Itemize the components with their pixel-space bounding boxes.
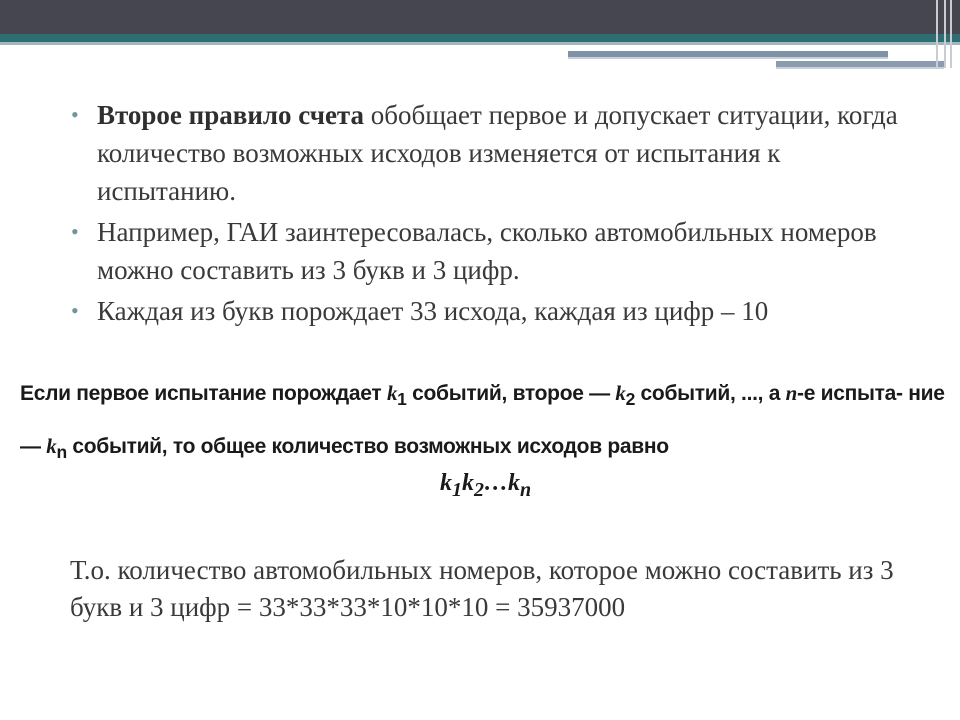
formula-subscript: 1 [452,478,462,501]
rule-text: событий, второе — [406,382,616,405]
decor-vertical-line [944,0,946,68]
bullet-icon: • [71,219,79,244]
bullet-item [70,96,920,210]
decor-accent-bar-short-shadow [776,67,944,69]
formula-variable: k [440,470,452,496]
bullet-icon: • [71,102,79,127]
rule-text: Если первое испытание порождает [20,382,387,405]
rule-subscript: 2 [625,389,636,410]
rule-statement [20,370,950,476]
title-bar [0,0,960,34]
decor-vertical-line [936,0,938,68]
rule-text: событий, то общее количество возможных исходов равно [66,435,669,459]
rule-subscript: n [56,442,67,463]
formula-subscript: n [520,478,532,501]
rule-variable: k [46,434,57,459]
product-formula [440,470,531,502]
rule-variable: k [386,381,398,405]
rule-variable: k [615,381,626,405]
formula-variable: k [462,470,474,496]
light-divider [0,42,960,45]
conclusion-text: Т.о. количество автомобильных номеров, которое можно составить из 3 букв и 3 цифр = 33*33*33*10*10*10 = 35937000 [70,555,894,622]
teal-divider [0,34,960,42]
bullet-item [70,213,920,289]
formula-subscript: 2 [474,478,484,501]
rule-text: -е испыта- ние — [20,382,945,459]
decor-accent-bar-shadow [568,57,888,59]
bullet-text: Например, ГАИ заинтересовалась, сколько автомобильных номеров можно составить из 3 букв и 3 цифр. [97,217,877,285]
rule-text: событий, ..., а [635,382,786,405]
formula-variable: k [508,470,520,496]
decor-vertical-line [950,0,952,68]
rule-subscript: 1 [397,389,407,410]
rule-variable: n [785,381,798,405]
bullet-text: обобщает первое и допускает ситуации, когда количество возможных исходов изменяется от испытания к испытанию. [97,100,898,206]
bullet-bold-text: Второе правило счета [97,100,365,130]
bullet-icon: • [71,298,79,323]
formula-ellipsis: … [484,470,508,496]
bullet-list [70,96,920,333]
bullet-item [70,292,920,330]
bullet-text: Каждая из букв порождает 33 исхода, каждая из цифр – 10 [97,296,769,326]
